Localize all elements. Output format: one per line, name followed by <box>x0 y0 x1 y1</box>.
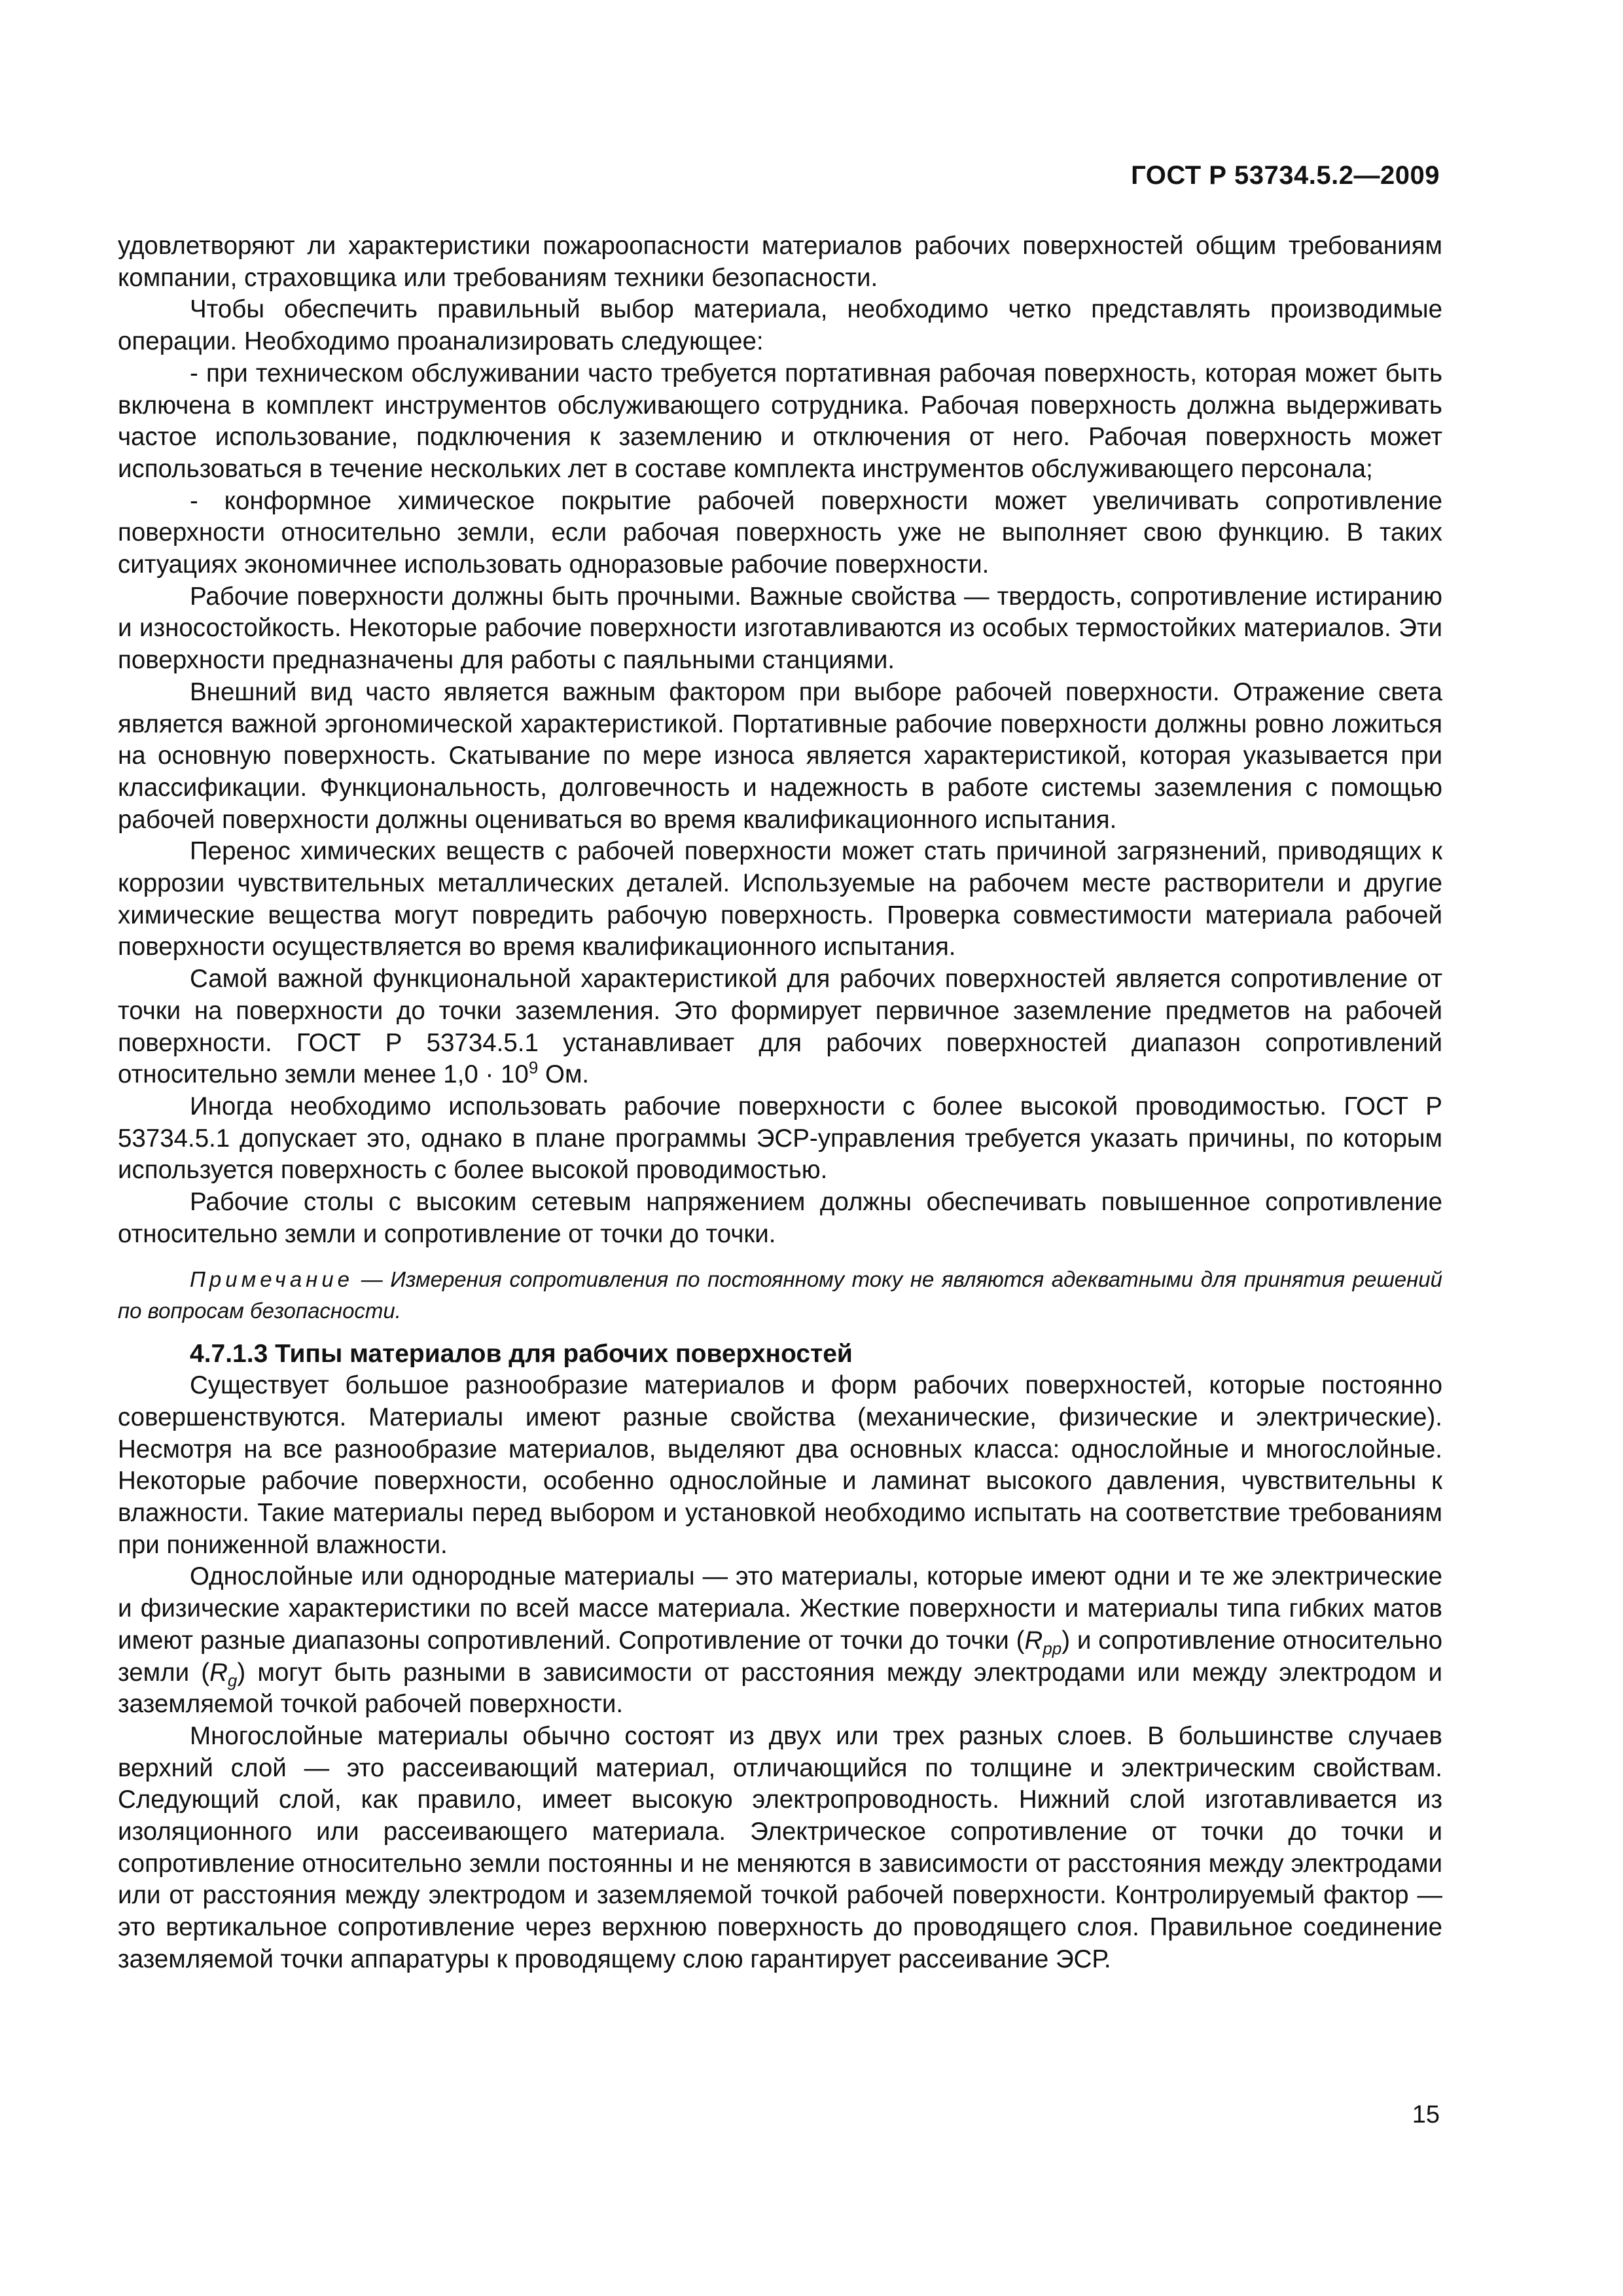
exponent: 9 <box>528 1058 539 1078</box>
symbol-r: R <box>1024 1626 1043 1655</box>
paragraph-text: Ом. <box>538 1060 590 1089</box>
paragraph-text: ) могут быть разными в зависимости от расстояния между электродами или между электродом и заземляемой точкой рабочей поверхности. <box>118 1658 1442 1719</box>
paragraph: Рабочие столы с высоким сетевым напряжением должны обеспечивать повышенное сопротивление относительно земли и сопротивление от точки до точки. <box>118 1188 1442 1248</box>
list-item: - при техническом обслуживании часто требуется портативная рабочая поверхность, которая может быть включена в комплект инструментов обслуживающего сотрудника. Рабочая поверхность должна выдерживать частое использование, подключения к заземлению и отключения от него. Рабочая поверхность может использоваться в течение нескольких лет в составе комплекта инструментов обслуживающего персонала; <box>118 359 1442 483</box>
paragraph-text: Однослойные или однородные материалы — это материалы, которые имеют одни и те же электрические и физические характеристики по всей массе материала. Жесткие поверхности и материалы типа гибких матов имеют разные диапазоны сопротивлений. Сопротивление от точки до точки ( <box>118 1562 1442 1655</box>
paragraph <box>118 1561 1442 1721</box>
paragraph-text: Самой важной функциональной характеристикой для рабочих поверхностей является сопротивление от точки на поверхности до точки заземления. Это формирует первичное заземление предметов на рабочей поверхности. ГОСТ Р 53734.5.1 устанавливает для рабочих поверхностей диапазон сопротивлений относительно земли менее 1,0 · 10 <box>118 965 1442 1089</box>
symbol-r: R <box>209 1658 228 1687</box>
paragraph <box>118 963 1442 1091</box>
section-heading: 4.7.1.3 Типы материалов для рабочих поверхностей <box>190 1339 853 1368</box>
subscript: g <box>227 1670 238 1691</box>
note <box>118 1264 1442 1327</box>
paragraph-text: ) и сопротивление относительно земли ( <box>118 1626 1442 1687</box>
document-code-header: ГОСТ Р 53734.5.2—2009 <box>1131 161 1440 190</box>
paragraph: Существует большое разнообразие материалов и форм рабочих поверхностей, которые постоянно совершенствуются. Материалы имеют разные свойства (механические, физические и электрические). Несмотря на все разнообразие материалов, выделяют два основных класса: однослойные и многослойные. Некоторые рабочие поверхности, особенно однослойные и ламинат высокого давления, чувствительны к влажности. Такие материалы перед выбором и установкой необходимо испытать на соответствие требованиям при пониженной влажности. <box>118 1371 1442 1559</box>
page-number: 15 <box>1412 2101 1440 2128</box>
paragraph: Многослойные материалы обычно состоят из двух или трех разных слоев. В большинстве случаев верхний слой — это рассеивающий материал, отличающийся по толщине и электрическим свойствам. Следующий слой, как правило, имеет высокую электропроводность. Нижний слой изготавливается из изоляционного или рассеивающего материала. Электрическое сопротивление от точки до точки и сопротивление относительно земли постоянны и не меняются в зависимости от расстояния между электродами или от расстояния между электродом и заземляемой точкой рабочей поверхности. Контролируемый фактор — это вертикальное сопротивление через верхнюю поверхность до проводящего слоя. Правильное соединение заземляемой точки аппаратуры к проводящему слою гарантирует рассеивание ЭСР. <box>118 1721 1442 1973</box>
body-text <box>118 230 1442 1976</box>
paragraph: Внешний вид часто является важным фактором при выборе рабочей поверхности. Отражение света является важной эргономической характеристикой. Портативные рабочие поверхности должны ровно ложиться на основную поверхность. Скатывание по мере износа является характеристикой, которая указывается при классификации. Функциональность, долговечность и надежность в работе системы заземления с помощью рабочей поверхности должны оцениваться во время квалификационного испытания. <box>118 677 1442 834</box>
note-text: — Измерения сопротивления по постоянному току не являются адекватными для принятия решений по вопросам безопасности. <box>118 1266 1442 1323</box>
paragraph: Иногда необходимо использовать рабочие поверхности с более высокой проводимостью. ГОСТ Р 53734.5.1 допускает это, однако в плане программы ЭСР-управления требуется указать причины, по которым используется поверхность с более высокой проводимостью. <box>118 1092 1442 1185</box>
paragraph: Перенос химических веществ с рабочей поверхности может стать причиной загрязнений, приводящих к коррозии чувствительных металлических деталей. Используемые на рабочем месте растворители и другие химические вещества могут повредить рабочую поверхность. Проверка совместимости материала рабочей поверхности осуществляется во время квалификационного испытания. <box>118 837 1442 961</box>
paragraph: Рабочие поверхности должны быть прочными. Важные свойства — твердость, сопротивление истиранию и износостойкость. Некоторые рабочие поверхности изготавливаются из особых термостойких материалов. Эти поверхности предназначены для работы с паяльными станциями. <box>118 582 1442 675</box>
subscript: pp <box>1043 1638 1062 1659</box>
list-item: - конформное химическое покрытие рабочей поверхности может увеличивать сопротивление поверхности относительно земли, если рабочая поверхность уже не выполняет свою функцию. В таких ситуациях экономичнее использовать одноразовые рабочие поверхности. <box>118 486 1442 579</box>
paragraph: удовлетворяют ли характеристики пожароопасности материалов рабочих поверхностей общим требованиям компании, страховщика или требованиям техники безопасности. <box>118 232 1442 292</box>
note-label: Примечание <box>190 1266 354 1291</box>
paragraph: Чтобы обеспечить правильный выбор материала, необходимо четко представлять производимые операции. Необходимо проанализировать следующее: <box>118 295 1442 356</box>
